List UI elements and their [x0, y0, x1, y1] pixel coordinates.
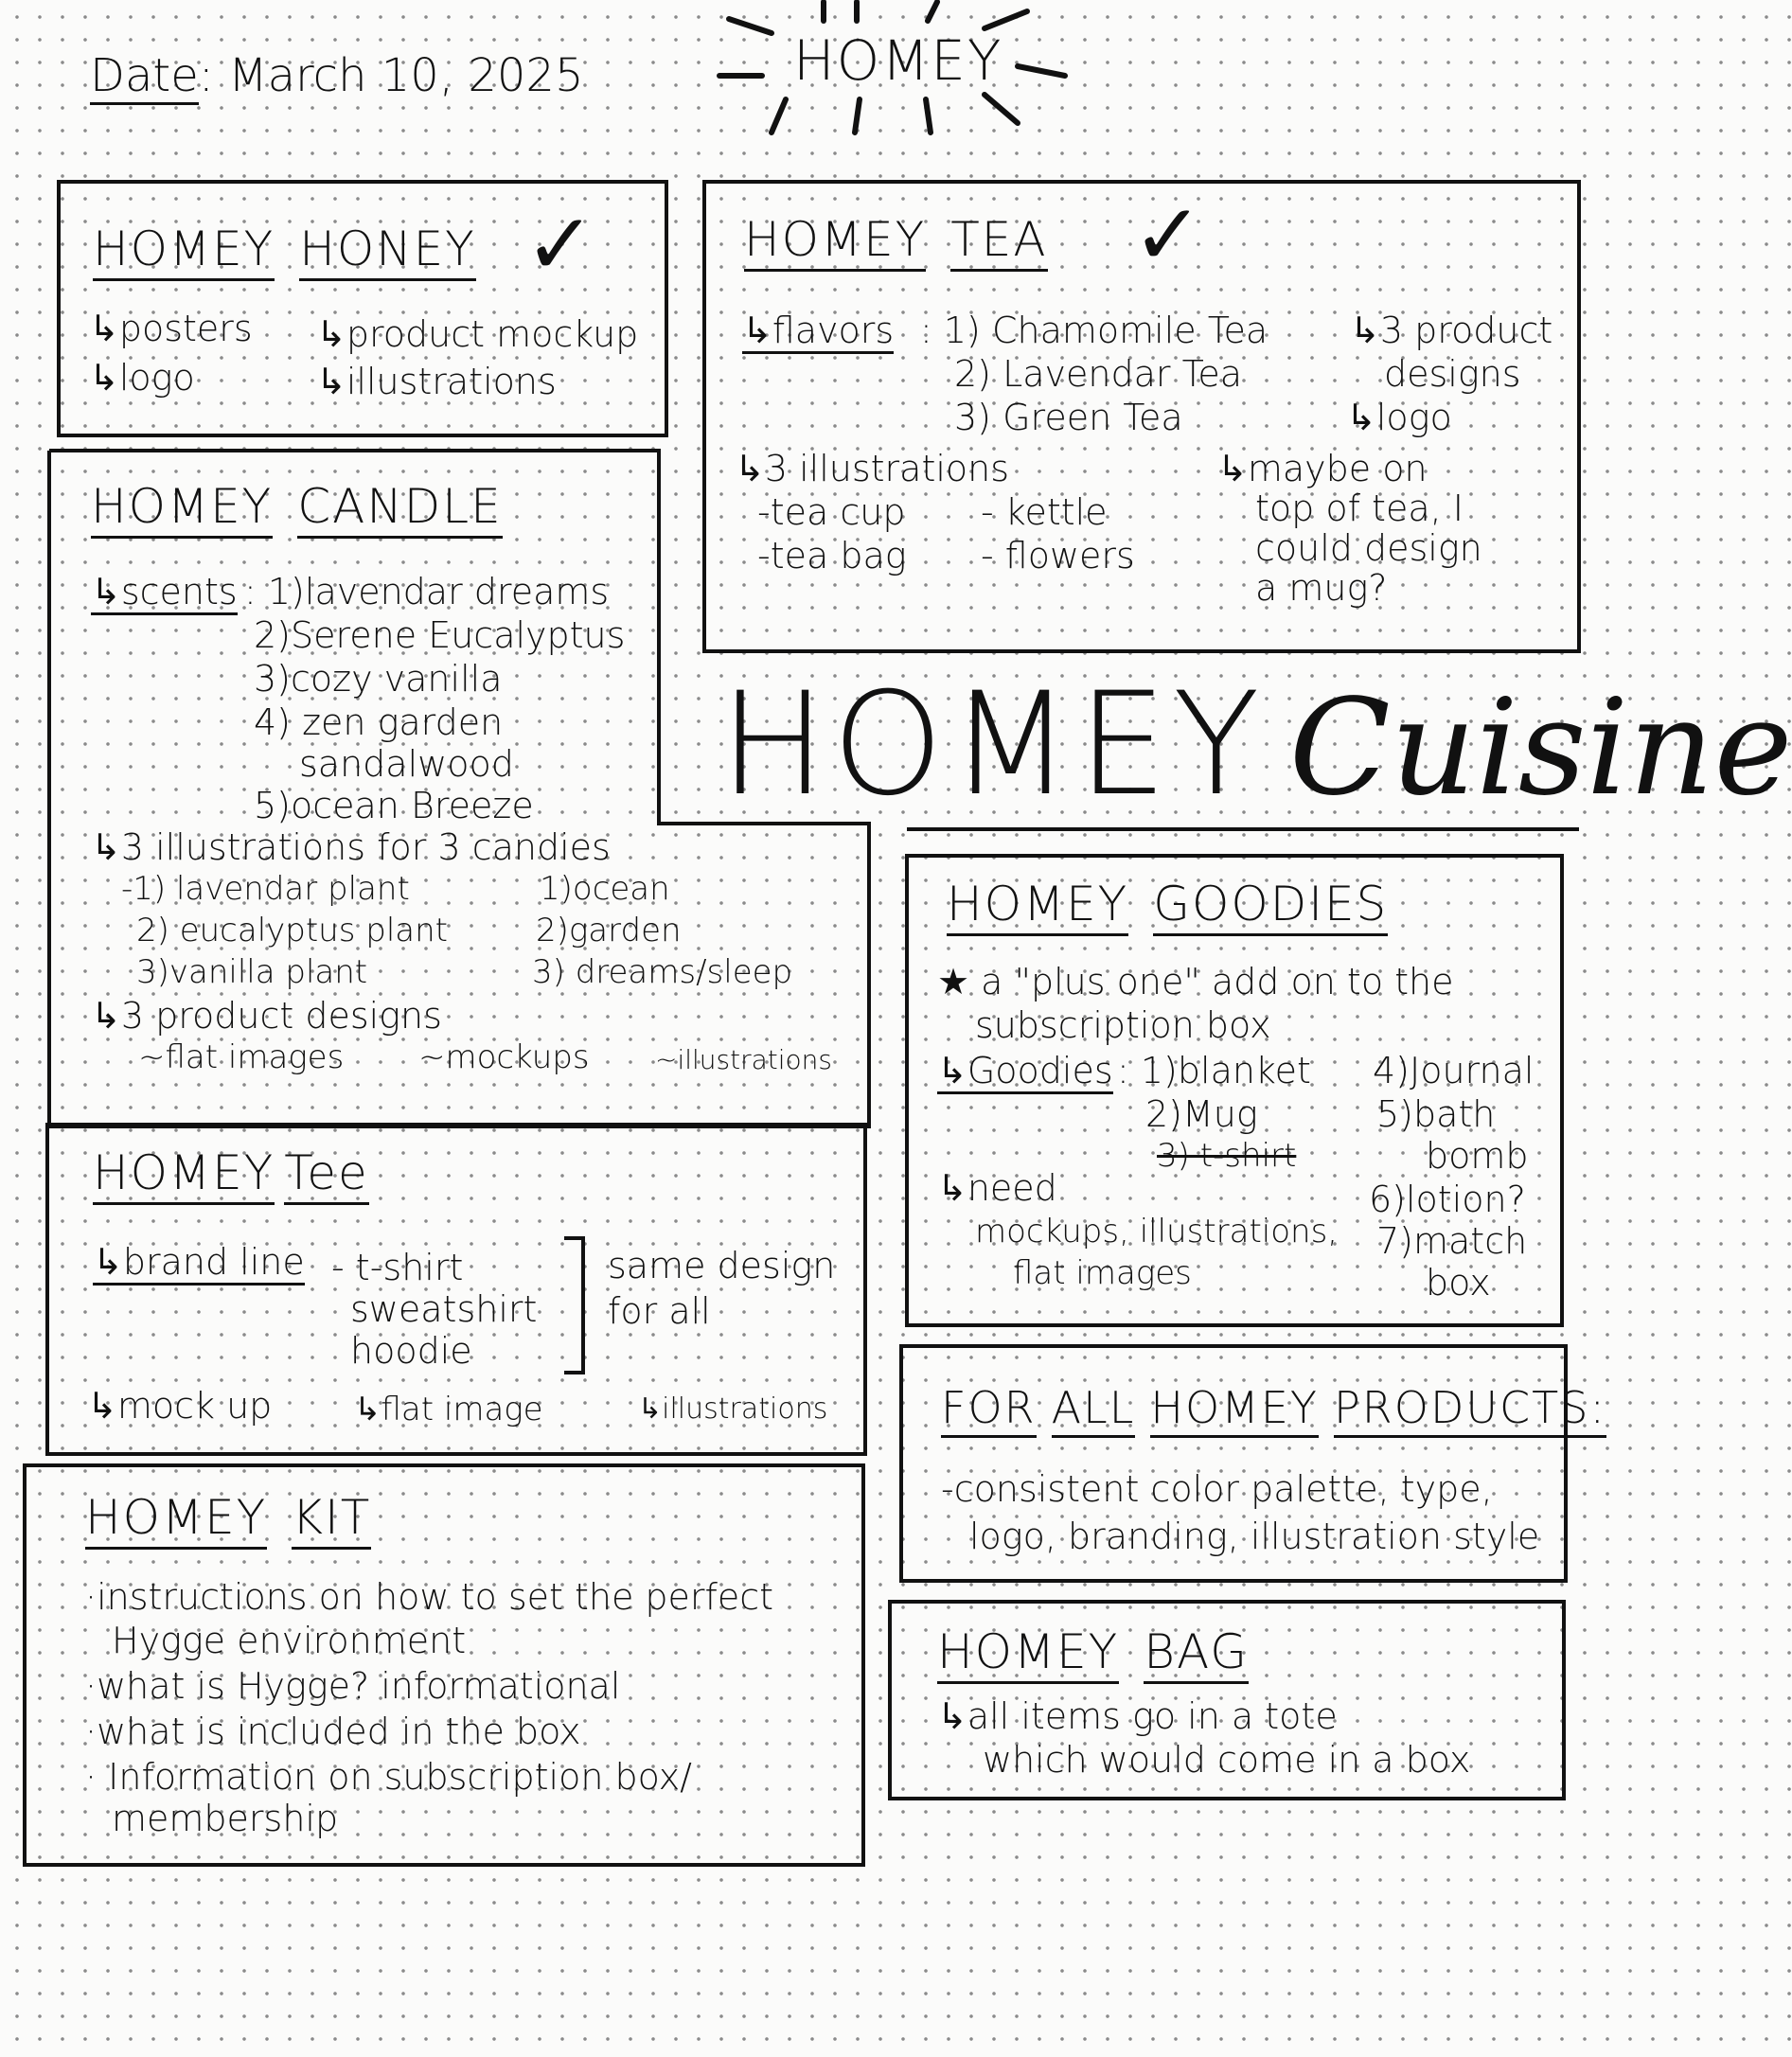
goodies-item: box — [1426, 1262, 1491, 1303]
candle-scent: 3)cozy vanilla — [254, 658, 503, 700]
candle-theme: 1)ocean — [540, 870, 670, 908]
honey-title: HOMEY HONEY — [93, 222, 501, 276]
candle-scent: sandalwood — [299, 743, 514, 785]
goodies-title: HOMEY GOODIES — [947, 877, 1412, 931]
tee-bottom-item: ↳mock up — [87, 1385, 273, 1427]
tee-garment: sweatshirt — [350, 1288, 538, 1330]
tee-brand-line-label: ↳brand line — [93, 1244, 305, 1280]
tea-illus-item: -tea bag — [757, 535, 907, 576]
candle-scents-label: ↳scents — [91, 574, 238, 610]
candle-design-type: ~mockups — [418, 1038, 590, 1076]
candle-plant: 2) eucalyptus plant — [136, 912, 448, 949]
date-label: Date — [90, 49, 199, 105]
tea-product-line: ↳logo — [1346, 397, 1452, 438]
tee-same-design: for all — [608, 1290, 711, 1332]
candle-scent: 4) zen garden — [254, 701, 504, 743]
candle-theme: 2)garden — [536, 912, 682, 949]
goodies-item: : 1)blanket — [1117, 1050, 1311, 1091]
kit-line: ·instructions on how to set the perfect — [85, 1576, 774, 1618]
checkmark-icon: ✓ — [1132, 186, 1204, 285]
kit-line: · Information on subscription box/ — [85, 1756, 692, 1798]
tea-illus-label: ↳3 illustrations — [735, 448, 1010, 489]
tee-same-design: same design — [608, 1245, 836, 1286]
candle-plant: 3)vanilla plant — [136, 953, 368, 991]
tee-box — [45, 1123, 867, 1456]
honey-item: ↳posters — [89, 308, 253, 349]
tea-flavor: : 1) Chamomile Tea — [920, 310, 1269, 351]
goodies-item-struck: 3) t-shirt — [1157, 1137, 1297, 1175]
tea-illus-item: - flowers — [981, 535, 1135, 576]
candle-title: HOMEY CANDLE — [91, 479, 527, 534]
goodies-top-line — [907, 827, 1579, 831]
kit-line: Hygge environment — [112, 1620, 467, 1661]
all-products-line: -consistent color palette, type, — [941, 1468, 1493, 1510]
honey-item: ↳illustrations — [316, 361, 557, 402]
tea-flavor: 3) Green Tea — [954, 397, 1183, 438]
checkmark-icon: ✓ — [524, 195, 596, 294]
tee-garment: hoodie — [350, 1330, 472, 1372]
tea-illus-item: - kettle — [981, 491, 1108, 533]
bracket-icon — [560, 1234, 589, 1376]
date-value: : March 10, 2025 — [198, 49, 584, 102]
tea-product-line: ↳3 product — [1350, 310, 1553, 351]
kit-line: ·what is Hygge? informational — [85, 1665, 621, 1707]
tea-mug-line: top of tea, I — [1255, 488, 1464, 529]
kit-line: ·what is included in the box — [85, 1711, 581, 1752]
candle-design-type: ~illustrations — [655, 1044, 833, 1075]
candle-illus-label: ↳3 illustrations for 3 candies — [91, 826, 611, 868]
goodies-item: 5)bath — [1376, 1093, 1496, 1135]
bag-box — [888, 1600, 1566, 1800]
honey-item: ↳logo — [89, 357, 195, 399]
goodies-need: flat images — [1013, 1254, 1192, 1292]
goodies-item: 2)Mug — [1145, 1093, 1258, 1135]
candle-designs-label: ↳3 product designs — [91, 995, 442, 1037]
goodies-intro: subscription box — [975, 1004, 1271, 1046]
honey-item: ↳product mockup — [316, 313, 639, 355]
date-line — [90, 49, 584, 102]
goodies-box — [905, 854, 1564, 1327]
bag-title: HOMEY BAG — [937, 1624, 1273, 1679]
candle-scent: : 1)lavendar dreams — [244, 571, 610, 612]
tea-flavor: 2) Lavendar Tea — [954, 353, 1243, 395]
all-products-box — [899, 1344, 1606, 1583]
cuisine-banner: HOMEY Cuisine — [719, 663, 1792, 827]
all-products-line: logo, branding, illustration style — [969, 1516, 1540, 1557]
honey-box — [57, 180, 668, 437]
bag-line: which would come in a box — [983, 1739, 1471, 1781]
all-products-title: FOR ALL HOMEY PRODUCTS: — [941, 1382, 1631, 1433]
tea-illus-item: -tea cup — [757, 491, 906, 533]
tea-mug-line: a mug? — [1255, 567, 1388, 609]
tee-title: HOMEY Tee — [93, 1145, 394, 1200]
tea-mug-line: could design — [1255, 527, 1482, 569]
candle-theme: 3) dreams/sleep — [532, 953, 793, 991]
brand-title: HOMEY — [793, 28, 1003, 93]
goodies-label: ↳Goodies — [937, 1053, 1113, 1089]
tea-product-line: designs — [1384, 353, 1521, 395]
goodies-need: mockups, illustrations, — [975, 1213, 1339, 1250]
tee-bottom-item: ↳flat image — [354, 1391, 543, 1428]
candle-design-type: ~flat images — [138, 1038, 345, 1076]
goodies-item: 4)Journal — [1373, 1050, 1535, 1091]
goodies-item: 6)lotion? — [1369, 1179, 1526, 1220]
candle-plant: -1) lavendar plant — [121, 870, 410, 908]
tea-title: HOMEY TEA — [744, 212, 1073, 267]
goodies-intro: ★ a "plus one" add on to the — [937, 961, 1454, 1002]
candle-scent: 5)ocean Breeze — [254, 785, 534, 826]
kit-box — [23, 1463, 865, 1867]
kit-line: membership — [112, 1798, 339, 1839]
tee-garment: - t-shirt — [331, 1247, 464, 1288]
bag-line: ↳all items go in a tote — [937, 1695, 1338, 1737]
tea-mug-line: ↳maybe on — [1217, 448, 1428, 489]
candle-scent: 2)Serene Eucalyptus — [254, 614, 626, 656]
goodies-need: ↳need — [937, 1167, 1057, 1209]
kit-title: HOMEY KIT — [85, 1490, 396, 1545]
tea-flavors-label: ↳flavors — [742, 312, 894, 348]
goodies-item: 7)match — [1376, 1220, 1528, 1262]
tee-bottom-item: ↳illustrations — [638, 1392, 828, 1426]
goodies-item: bomb — [1426, 1135, 1529, 1177]
